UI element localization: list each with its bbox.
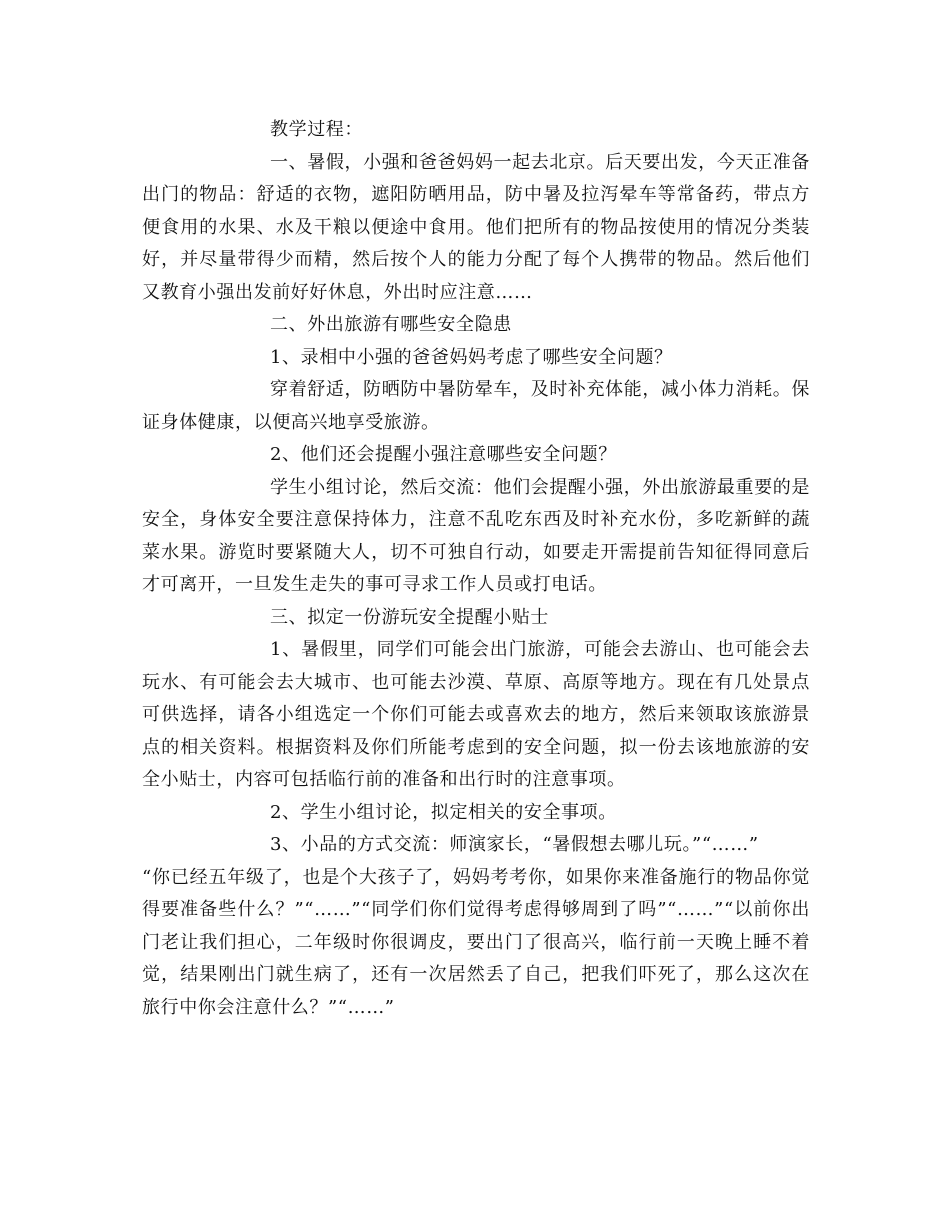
step-two: 2、学生小组讨论，拟定相关的安全事项。 [270, 801, 617, 823]
answer-two: 学生小组讨论，然后交流：他们会提醒小强，外出旅游最重要的是安全，身体安全要注意保持体力，注意不乱吃东西及时补充水份，多吃新鲜的蔬菜水果。游览时要紧随大人，切不可独自行动，如要走开需提前告知征得同意后才可离开，一旦发生走失的事可寻求工作人员或打电话。 [142, 476, 810, 595]
question-two: 2、他们还会提醒小强注意哪些安全问题？ [270, 444, 617, 465]
heading-section-three: 三、拟定一份游玩安全提醒小贴士 [270, 606, 549, 628]
question-one: 1、录相中小强的爸爸妈妈考虑了哪些安全问题？ [270, 346, 673, 368]
answer-one: 穿着舒适，防晒防中暑防晕车，及时补充体能，减小体力消耗。保证身体健康，以便高兴地享受旅游。 [142, 379, 810, 433]
paragraph-section-one: 一、暑假，小强和爸爸妈妈一起去北京。后天要出发，今天正准备出门的物品：舒适的衣物，遮阳防晒用品，防中暑及拉泻晕车等常备药，带点方便食用的水果、水及干粮以便途中食用。他们把所有的物品按使用的情况分类装好，并尽量带得少而精，然后按个人的能力分配了每个人携带的物品。然后他们又教育小强出发前好好休息，外出时应注意…… [142, 151, 810, 303]
step-three: 3、小品的方式交流：师演家长，“暑假想去哪儿玩。”“……” [270, 834, 759, 855]
heading-teaching-process: 教学过程： [270, 119, 363, 140]
dialogue-paragraph: “你已经五年级了，也是个大孩子了，妈妈考考你，如果你来准备施行的物品你觉得要准备些什么？”“……”“同学们你们觉得考虑得够周到了吗”“……”“以前你出门老让我们担心，二年级时你很调皮，要出门了很高兴，临行前一天晚上睡不着觉，结果刚出门就生病了，还有一次居然丢了自己，把我们吓死了，那么这次在旅行中你会注意什么？”“……” [142, 866, 810, 1018]
step-one: 1、暑假里，同学们可能会出门旅游，可能会去游山、也可能会去玩水、有可能会去大城市、也可能去沙漠、草原、高原等地方。现在有几处景点可供选择，请各小组选定一个你们可能去或喜欢去的地方，然后来领取该旅游景点的相关资料。根据资料及你们所能考虑到的安全问题，拟一份去该地旅游的安全小贴士，内容可包括临行前的准备和出行时的注意事项。 [142, 639, 810, 790]
heading-section-two: 二、外出旅游有哪些安全隐患 [270, 314, 512, 335]
document-body [142, 114, 810, 1024]
